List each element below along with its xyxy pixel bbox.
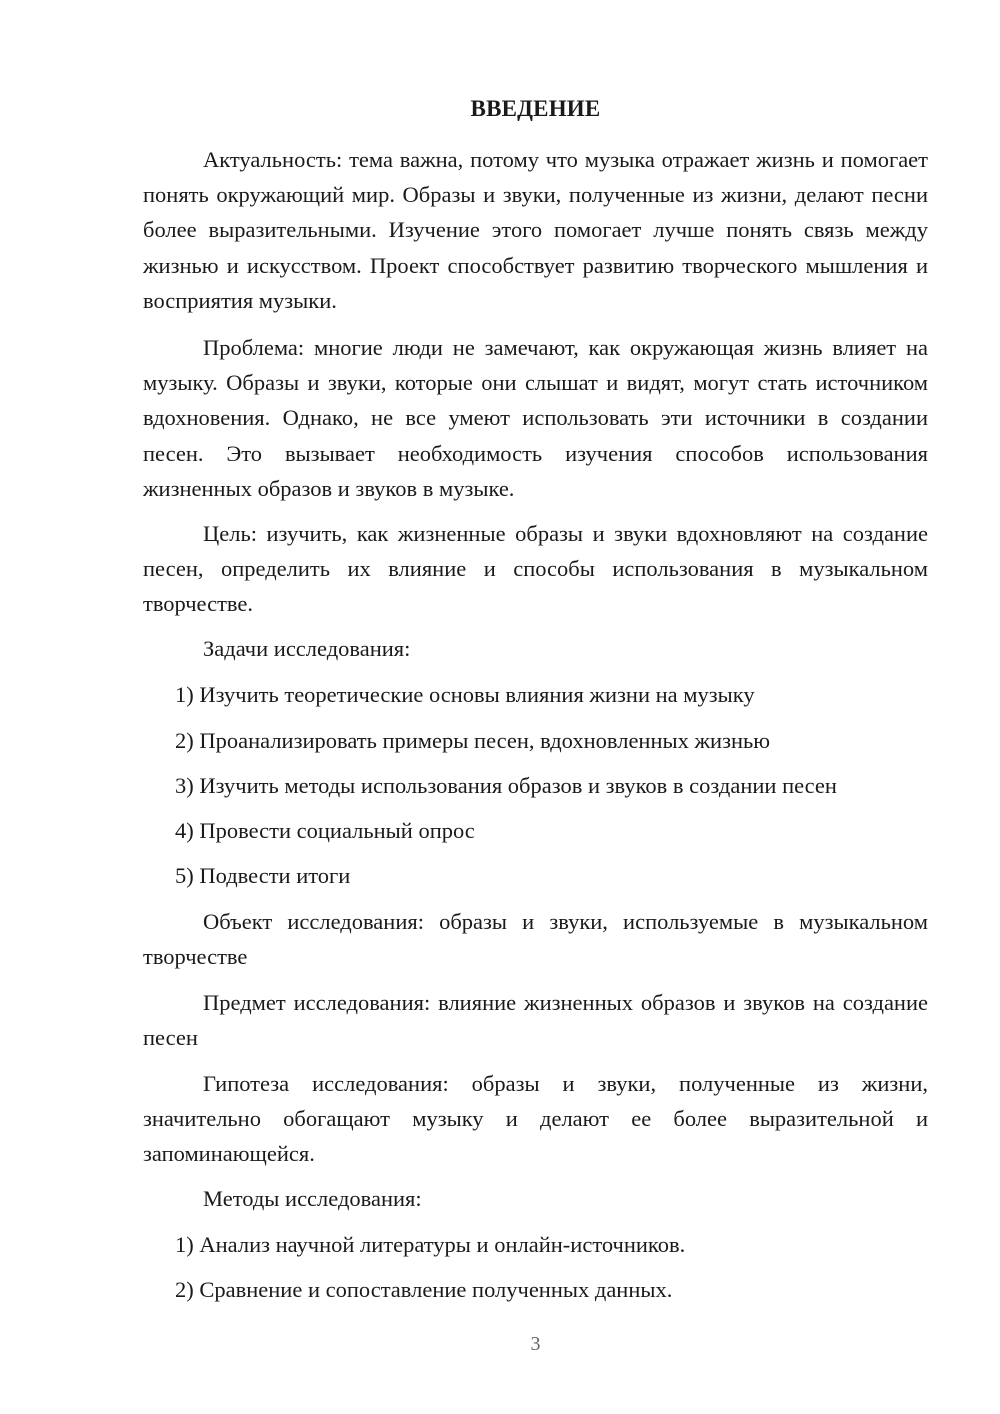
task-item: 5) Подвести итоги bbox=[175, 863, 351, 888]
problem-paragraph: Проблема: многие люди не замечают, как окружающая жизнь влияет на музыку. Образы и звуки, которые они слышат и видят, могут стать источником вдохновения. Однако, не все умеют использовать эти источники в создании песен. Это вызывает необходимость изучения способов использования жизненных образов и звуков в музыке. bbox=[143, 335, 928, 501]
methods-heading: Методы исследования: bbox=[203, 1186, 422, 1211]
method-item: 1) Анализ научной литературы и онлайн-источников. bbox=[175, 1232, 686, 1257]
subject-paragraph: Предмет исследования: влияние жизненных образов и звуков на создание песен bbox=[143, 990, 928, 1051]
task-item: 2) Проанализировать примеры песен, вдохновленных жизнью bbox=[175, 728, 771, 753]
relevance-paragraph: Актуальность: тема важна, потому что музыка отражает жизнь и помогает понять окружающий мир. Образы и звуки, полученные из жизни, делают песни более выразительными. Изучение этого помогает лучше понять связь между жизнью и искусством. Проект способствует развитию творческого мышления и восприятия музыки. bbox=[143, 147, 928, 313]
method-item: 2) Сравнение и сопоставление полученных данных. bbox=[175, 1277, 673, 1302]
task-item: 4) Провести социальный опрос bbox=[175, 818, 475, 843]
goal-paragraph: Цель: изучить, как жизненные образы и звуки вдохновляют на создание песен, определить их влияние и способы использования в музыкальном творчестве. bbox=[143, 521, 928, 617]
page-number: 3 bbox=[530, 1333, 541, 1355]
task-item: 3) Изучить методы использования образов и звуков в создании песен bbox=[175, 773, 837, 798]
tasks-heading: Задачи исследования: bbox=[203, 636, 411, 661]
page-title: ВВЕДЕНИЕ bbox=[470, 96, 601, 121]
task-item: 1) Изучить теоретические основы влияния жизни на музыку bbox=[175, 682, 755, 707]
object-paragraph: Объект исследования: образы и звуки, используемые в музыкальном творчестве bbox=[143, 909, 928, 970]
hypothesis-paragraph: Гипотеза исследования: образы и звуки, полученные из жизни, значительно обогащают музыку и делают ее более выразительной и запоминающейся. bbox=[143, 1071, 928, 1167]
